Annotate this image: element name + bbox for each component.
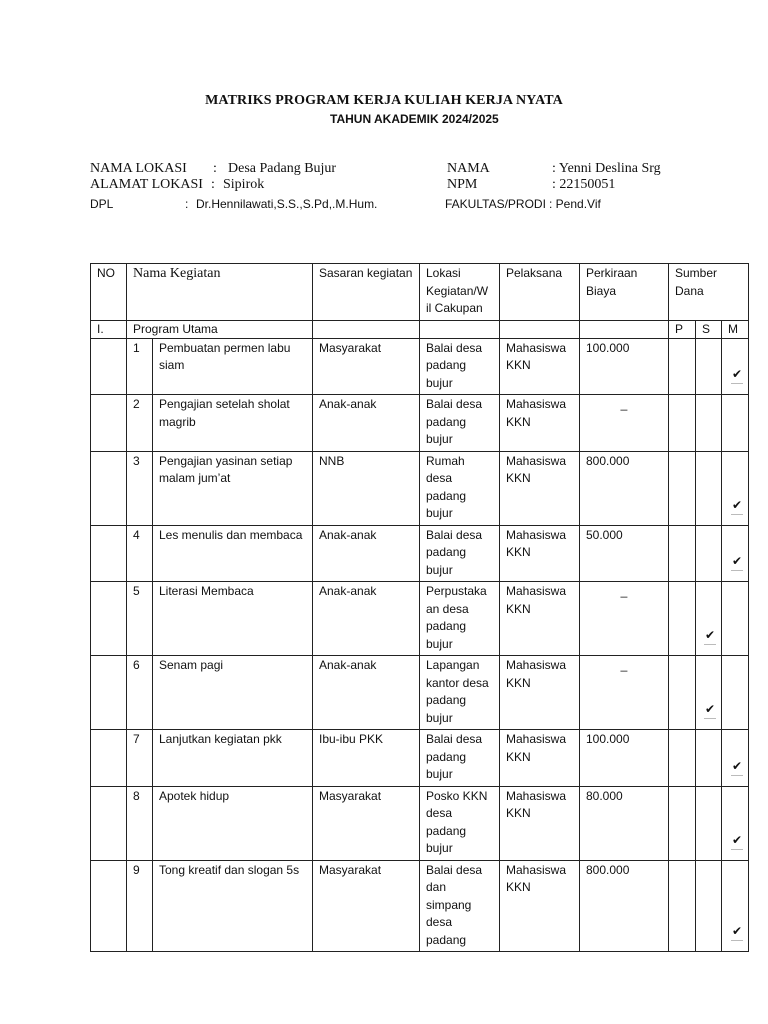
row-nama-kegiatan: Senam pagi [153,656,313,730]
row-lokasi: Balai desa dan simpang desa padang [420,860,500,952]
checkmark-icon: ✔ [704,702,715,716]
row-no: 9 [127,860,153,952]
row-biaya: _ [580,656,669,730]
check-underline [704,644,716,645]
checkmark-icon: ✔ [731,554,742,568]
row-biaya: _ [580,395,669,452]
section-empty-biaya [580,320,669,338]
table-row [91,582,749,656]
check-underline [704,718,716,719]
row-lokasi: Rumah desa padang bujur [420,451,500,525]
checkmark-icon: ✔ [731,924,742,938]
info-nama-label: NAMA [447,161,490,176]
row-dana-p [669,451,696,525]
row-biaya: 80.000 [580,786,669,860]
row-pelaksana: Mahasiswa KKN [500,525,580,582]
row-lokasi: Balai desa padang bujur [420,338,500,395]
row-dana-s [696,860,722,952]
program-matrix-table [90,263,749,952]
info-lokasi-sep: : [213,161,217,176]
document-title: MATRIKS PROGRAM KERJA KULIAH KERJA NYATA [205,93,563,108]
row-no: 1 [127,338,153,395]
row-dana-s [696,395,722,452]
row-lokasi: Posko KKN desa padang bujur [420,786,500,860]
row-nama-kegiatan: Literasi Membaca [153,582,313,656]
row-sasaran: Ibu-ibu PKK [313,730,420,787]
info-npm-label: NPM [447,177,478,192]
row-dana-p [669,525,696,582]
row-blank [91,656,127,730]
row-lokasi: Balai desa padang bujur [420,525,500,582]
table-row [91,860,749,952]
row-dana-p [669,786,696,860]
row-sasaran: Masyarakat [313,860,420,952]
info-fakultas-value: : Pend.Vif [549,197,601,211]
row-nama-kegiatan: Tong kreatif dan slogan 5s [153,860,313,952]
row-dana-p [669,582,696,656]
row-dana-p [669,860,696,952]
check-underline [731,514,743,515]
row-nama-kegiatan: Apotek hidup [153,786,313,860]
check-underline [731,849,743,850]
row-pelaksana: Mahasiswa KKN [500,656,580,730]
table-row [91,338,749,395]
row-blank [91,730,127,787]
header-sasaran: Sasaran kegiatan [313,264,420,321]
row-biaya: 800.000 [580,451,669,525]
row-pelaksana: Mahasiswa KKN [500,786,580,860]
row-nama-kegiatan: Pengajian setelah sholat magrib [153,395,313,452]
row-pelaksana: Mahasiswa KKN [500,338,580,395]
row-dana-p [669,656,696,730]
table-header-row [91,264,749,321]
info-lokasi-label: NAMA LOKASI [90,161,187,176]
row-no: 8 [127,786,153,860]
row-nama-kegiatan: Pengajian yasinan setiap malam jum’at [153,451,313,525]
row-dana-m [722,860,749,952]
row-dana-m [722,395,749,452]
row-dana-s [696,451,722,525]
row-pelaksana: Mahasiswa KKN [500,395,580,452]
row-lokasi: Perpustaka an desa padang bujur [420,582,500,656]
section-empty-sasaran [313,320,420,338]
row-sasaran: Masyarakat [313,786,420,860]
row-blank [91,582,127,656]
row-pelaksana: Mahasiswa KKN [500,582,580,656]
row-dana-p [669,730,696,787]
info-lokasi-value: Desa Padang Bujur [228,161,337,176]
info-dpl-value: Dr.Hennilawati,S.S.,S.Pd,.M.Hum. [196,197,378,211]
checkmark-icon: ✔ [731,758,742,773]
row-dana-s [696,525,722,582]
check-underline [731,570,743,571]
section-m: M [722,320,749,338]
row-dana-m [722,525,749,582]
checkmark-icon: ✔ [704,628,715,642]
row-biaya: 100.000 [580,338,669,395]
row-pelaksana: Mahasiswa KKN [500,451,580,525]
info-dpl-sep: : [185,197,189,211]
check-underline [731,383,743,384]
row-sasaran: Anak-anak [313,395,420,452]
row-dana-m [722,786,749,860]
table-row [91,525,749,582]
row-no: 6 [127,656,153,730]
header-biaya: Perkiraan Biaya [580,264,669,321]
row-dana-s [696,730,722,787]
info-alamat-sep: : [211,177,215,192]
section-no: I. [91,320,127,338]
row-lokasi: Balai desa padang bujur [420,730,500,787]
header-lokasi: Lokasi Kegiatan/W il Cakupan [420,264,500,321]
row-biaya: 50.000 [580,525,669,582]
row-no: 2 [127,395,153,452]
row-biaya: 100.000 [580,730,669,787]
checkmark-icon: ✔ [731,497,742,512]
info-alamat-value: Sipirok [223,177,265,192]
row-blank [91,525,127,582]
section-empty-lokasi [420,320,500,338]
table-row [91,786,749,860]
info-fakultas-label: FAKULTAS/PRODI [445,197,546,211]
checkmark-icon: ✔ [731,367,742,381]
row-dana-s [696,656,722,730]
header-sumber-dana: Sumber Dana [669,264,749,321]
check-underline [731,940,743,941]
info-npm-value: : 22150051 [552,177,616,192]
row-pelaksana: Mahasiswa KKN [500,860,580,952]
row-lokasi: Balai desa padang bujur [420,395,500,452]
info-alamat-label: ALAMAT LOKASI [90,177,203,192]
row-blank [91,338,127,395]
row-blank [91,786,127,860]
table-row [91,451,749,525]
row-sasaran: NNB [313,451,420,525]
header-nama-kegiatan: Nama Kegiatan [127,264,313,321]
row-blank [91,860,127,952]
row-sasaran: Anak-anak [313,525,420,582]
row-dana-p [669,338,696,395]
section-s: S [696,320,722,338]
row-nama-kegiatan: Pembuatan permen labu siam [153,338,313,395]
info-nama-value: : Yenni Deslina Srg [552,161,661,176]
row-dana-m [722,582,749,656]
row-dana-m [722,730,749,787]
checkmark-icon: ✔ [731,832,742,847]
row-dana-m [722,451,749,525]
row-dana-p [669,395,696,452]
section-p: P [669,320,696,338]
section-label: Program Utama [127,320,313,338]
row-sasaran: Anak-anak [313,582,420,656]
row-no: 4 [127,525,153,582]
row-sasaran: Anak-anak [313,656,420,730]
row-biaya: 800.000 [580,860,669,952]
row-nama-kegiatan: Lanjutkan kegiatan pkk [153,730,313,787]
table-row [91,656,749,730]
header-no: NO [91,264,127,321]
row-no: 7 [127,730,153,787]
row-no: 5 [127,582,153,656]
section-row [91,320,749,338]
row-no: 3 [127,451,153,525]
row-dana-m [722,656,749,730]
row-dana-s [696,786,722,860]
table-row [91,395,749,452]
row-blank [91,395,127,452]
table-row [91,730,749,787]
row-blank [91,451,127,525]
row-lokasi: Lapangan kantor desa padang bujur [420,656,500,730]
row-biaya: _ [580,582,669,656]
row-dana-s [696,582,722,656]
info-dpl-label: DPL [90,197,114,211]
row-nama-kegiatan: Les menulis dan membaca [153,525,313,582]
row-sasaran: Masyarakat [313,338,420,395]
section-empty-pelaksana [500,320,580,338]
row-dana-m [722,338,749,395]
row-dana-s [696,338,722,395]
row-pelaksana: Mahasiswa KKN [500,730,580,787]
check-underline [731,775,743,776]
document-subtitle: TAHUN AKADEMIK 2024/2025 [330,112,499,126]
header-pelaksana: Pelaksana [500,264,580,321]
